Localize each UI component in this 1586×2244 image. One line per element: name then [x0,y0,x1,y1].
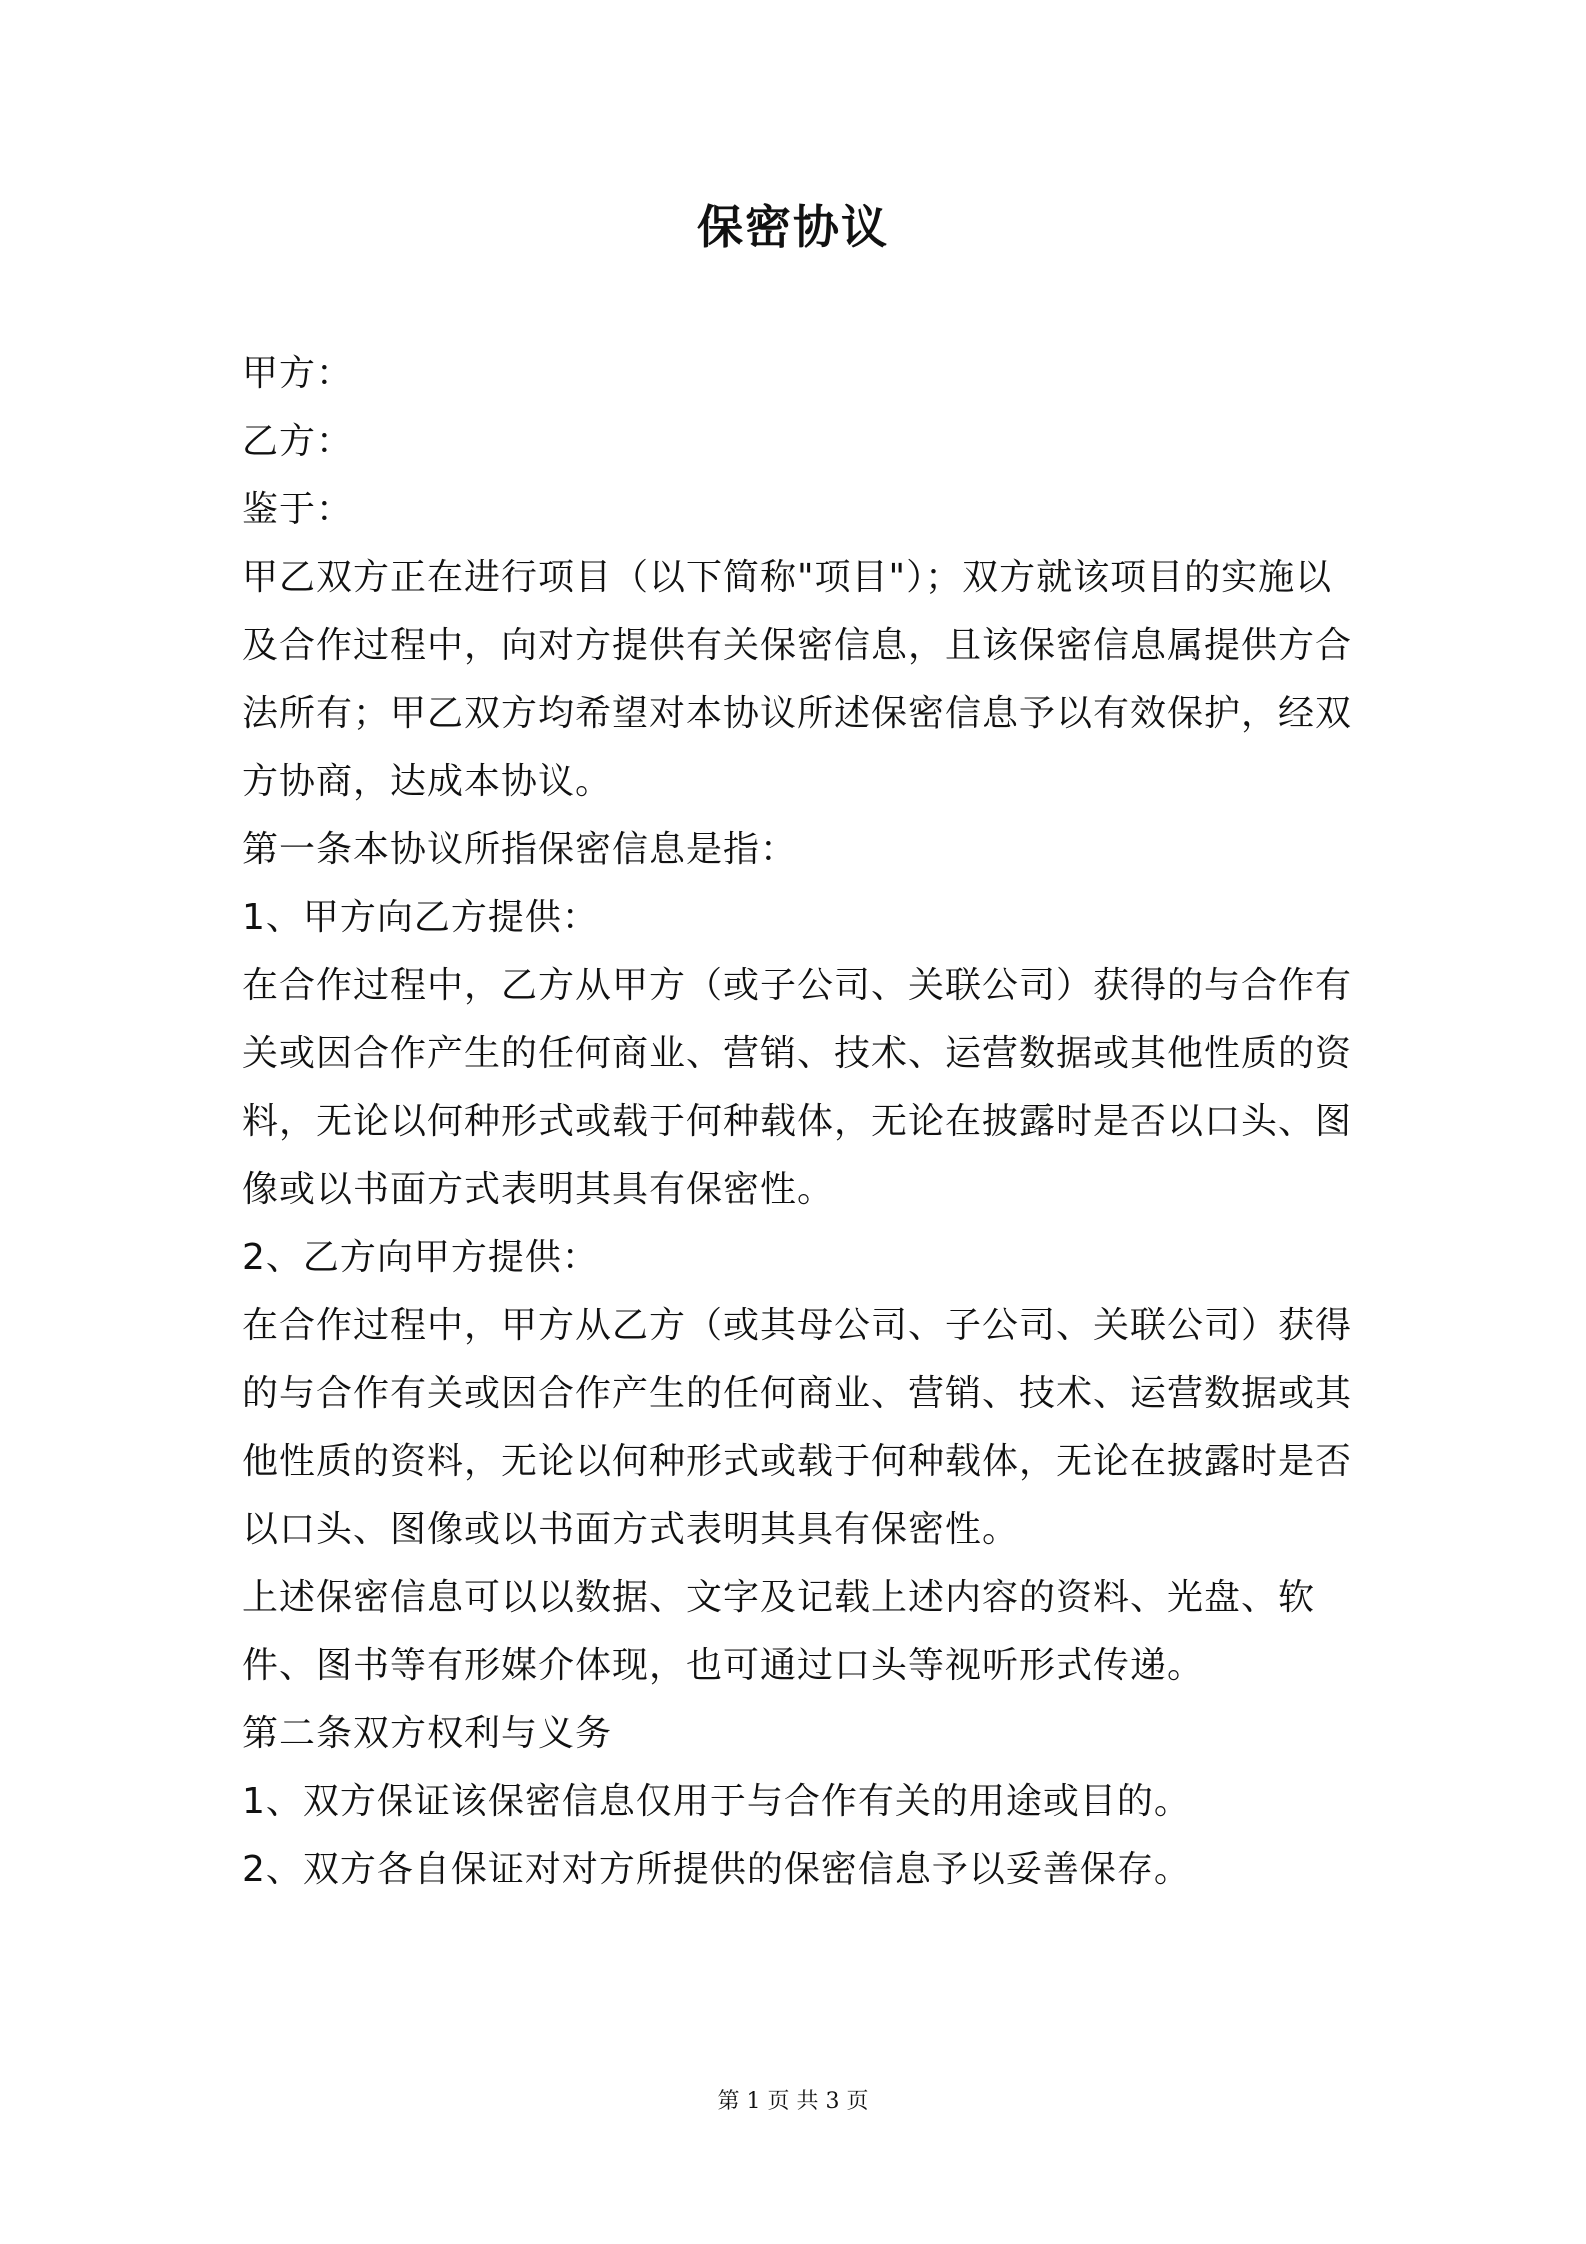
article-1-item-1-text: 在合作过程中，乙方从甲方（或子公司、关联公司）获得的与合作有关或因合作产生的任何商业、营销、技术、运营数据或其他性质的资料，无论以何种形式或载于何种载体，无论在披露时是否以口头、图像或以书面方式表明其具有保密性。 [242,965,1353,1210]
party-b-line: 乙方： [242,421,354,462]
whereas-line: 鉴于： [242,489,354,530]
article-2-item-2: 2、双方各自保证对对方所提供的保密信息予以妥善保存。 [242,1849,1191,1890]
document-body [242,340,1362,1904]
article-1-item-1-heading: 1、甲方向乙方提供： [242,897,599,938]
article-1-media-note: 上述保密信息可以以数据、文字及记载上述内容的资料、光盘、软件、图书等有形媒介体现，也可通过口头等视听形式传递。 [242,1577,1316,1686]
document-title: 保密协议 [697,200,889,254]
preamble-paragraph: 甲乙双方正在进行项目（以下简称"项目"）；双方就该项目的实施以及合作过程中，向对方提供有关保密信息，且该保密信息属提供方合法所有；甲乙双方均希望对本协议所述保密信息予以有效保护，经双方协商，达成本协议。 [242,557,1353,802]
article-2-item-1: 1、双方保证该保密信息仅用于与合作有关的用途或目的。 [242,1781,1191,1822]
article-1-item-2-heading: 2、乙方向甲方提供： [242,1237,599,1278]
article-1-item-2-text: 在合作过程中，甲方从乙方（或其母公司、子公司、关联公司）获得的与合作有关或因合作产生的任何商业、营销、技术、运营数据或其他性质的资料，无论以何种形式或载于何种载体，无论在披露时是否以口头、图像或以书面方式表明其具有保密性。 [242,1305,1353,1550]
article-2-heading: 第二条双方权利与义务 [242,1713,613,1754]
article-1-heading: 第一条本协议所指保密信息是指： [242,829,798,870]
party-a-line: 甲方： [242,353,354,394]
page-number-footer: 第 1 页 共 3 页 [717,2089,869,2114]
